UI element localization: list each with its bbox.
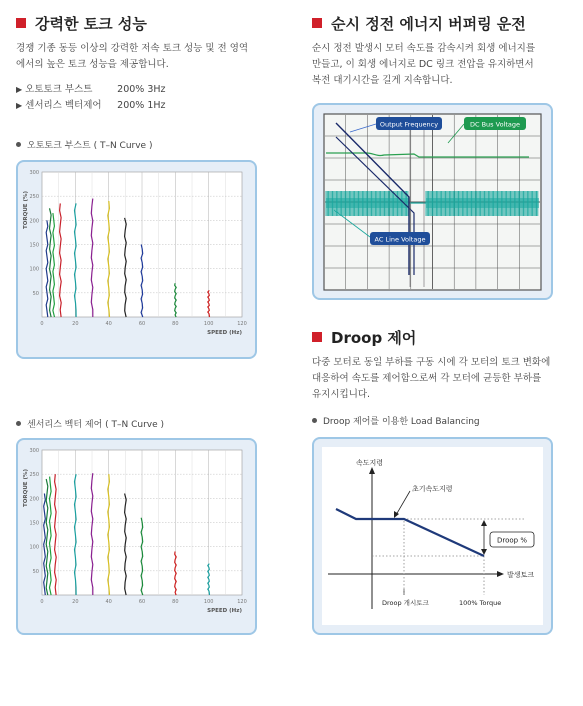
- x-tick-label: 0: [40, 321, 44, 327]
- x-tick-label: 40: [105, 599, 112, 605]
- y-tick-label: 150: [29, 520, 39, 527]
- y-tick-label: 200: [29, 496, 39, 503]
- spec-sensorless: ▶ 센서리스 벡터제어 200% 1Hz: [16, 100, 166, 111]
- bullet-dot-icon: [16, 421, 21, 426]
- red-square-icon: [312, 18, 322, 28]
- y-axis-label: TORQUE (%): [23, 190, 29, 230]
- ac-line-voltage-label: AC Line Voltage: [374, 235, 426, 244]
- chart1-panel: [16, 160, 257, 359]
- chart2-panel: [16, 438, 257, 635]
- full-torque-label: 100% Torque: [459, 599, 502, 607]
- y-tick-label: 150: [29, 242, 39, 249]
- droop-start-label: Droop 개시토크: [382, 599, 429, 607]
- y-axis-label: TORQUE (%): [23, 468, 29, 508]
- x-tick-label: 120: [237, 321, 247, 327]
- x-tick-label: 60: [138, 321, 146, 327]
- tn-curve-chart-auto-boost: [18, 162, 255, 357]
- y-tick-label: 50: [32, 568, 39, 575]
- tn-curve-chart-sensorless: [18, 440, 255, 633]
- y-tick-label: 250: [29, 194, 39, 201]
- section-title-droop: Droop 제어: [312, 327, 416, 348]
- output-frequency-label: Output Frequency: [379, 120, 439, 129]
- x-tick-label: 20: [72, 599, 79, 605]
- droop-x-label: 발생토크: [507, 571, 535, 579]
- droop-description: 다중 모터로 동일 부하를 구동 시에 각 모터의 토크 변화에 대응하여 속도를 제어함으로써 각 모터에 균등한 부하를 유지시킵니다.: [312, 357, 551, 400]
- y-tick-label: 300: [29, 448, 39, 454]
- x-tick-label: 0: [40, 599, 44, 605]
- x-tick-label: 40: [105, 321, 112, 327]
- y-tick-label: 300: [29, 170, 39, 176]
- x-tick-label: 20: [72, 321, 79, 327]
- triangle-bullet-icon: ▶: [16, 101, 23, 110]
- chart1-caption: 오토토크 부스트 ( T–N Curve ): [16, 138, 152, 151]
- x-tick-label: 80: [172, 321, 179, 327]
- x-axis-label: SPEED (Hz): [207, 330, 242, 336]
- red-square-icon: [16, 18, 26, 28]
- ac-wave-core: [326, 198, 409, 208]
- bullet-dot-icon: [312, 418, 317, 423]
- y-tick-label: 100: [29, 544, 39, 551]
- droop-diagram: [314, 439, 551, 633]
- x-tick-label: 120: [237, 599, 247, 605]
- section-title-buffering: 순시 정전 에너지 버퍼링 운전: [312, 13, 526, 34]
- torque-description: 경쟁 기종 동등 이상의 강력한 저속 토크 성능 및 전 영역 에서의 높은 토크 성능을 제공합니다.: [16, 43, 249, 70]
- droop-percent-label: Droop %: [497, 536, 527, 545]
- y-tick-label: 100: [29, 266, 39, 273]
- buffering-description: 순시 정전 발생시 모터 속도를 감속시켜 회생 에너지를 만들고, 이 회생 에너지로 DC 링크 전압을 유지하면서 복전 대기시간을 길게 지속합니다.: [312, 43, 536, 86]
- dc-bus-voltage-label: DC Bus Voltage: [469, 120, 521, 129]
- x-tick-label: 100: [203, 321, 214, 327]
- oscilloscope-capture: [314, 105, 551, 298]
- scope-panel: [312, 103, 553, 300]
- section-title-torque: 강력한 토크 성능: [16, 13, 147, 34]
- x-tick-label: 100: [203, 599, 214, 605]
- x-tick-label: 80: [172, 599, 179, 605]
- initial-speed-label: 초기속도지령: [412, 485, 453, 493]
- chart2-caption: 센서리스 벡터 제어 ( T–N Curve ): [16, 417, 164, 430]
- ac-wave-core: [426, 198, 539, 208]
- triangle-bullet-icon: ▶: [16, 85, 23, 94]
- x-axis-label: SPEED (Hz): [207, 608, 242, 614]
- x-tick-label: 60: [138, 599, 146, 605]
- red-square-icon: [312, 332, 322, 342]
- droop-caption: Droop 제어를 이용한 Load Balancing: [312, 414, 480, 427]
- y-tick-label: 200: [29, 218, 39, 225]
- y-tick-label: 50: [32, 290, 39, 297]
- bullet-dot-icon: [16, 142, 21, 147]
- spec-auto-torque: ▶ 오토토크 부스트 200% 3Hz: [16, 84, 166, 95]
- droop-panel: [312, 437, 553, 635]
- y-tick-label: 250: [29, 472, 39, 479]
- droop-y-label: 속도지령: [356, 459, 384, 467]
